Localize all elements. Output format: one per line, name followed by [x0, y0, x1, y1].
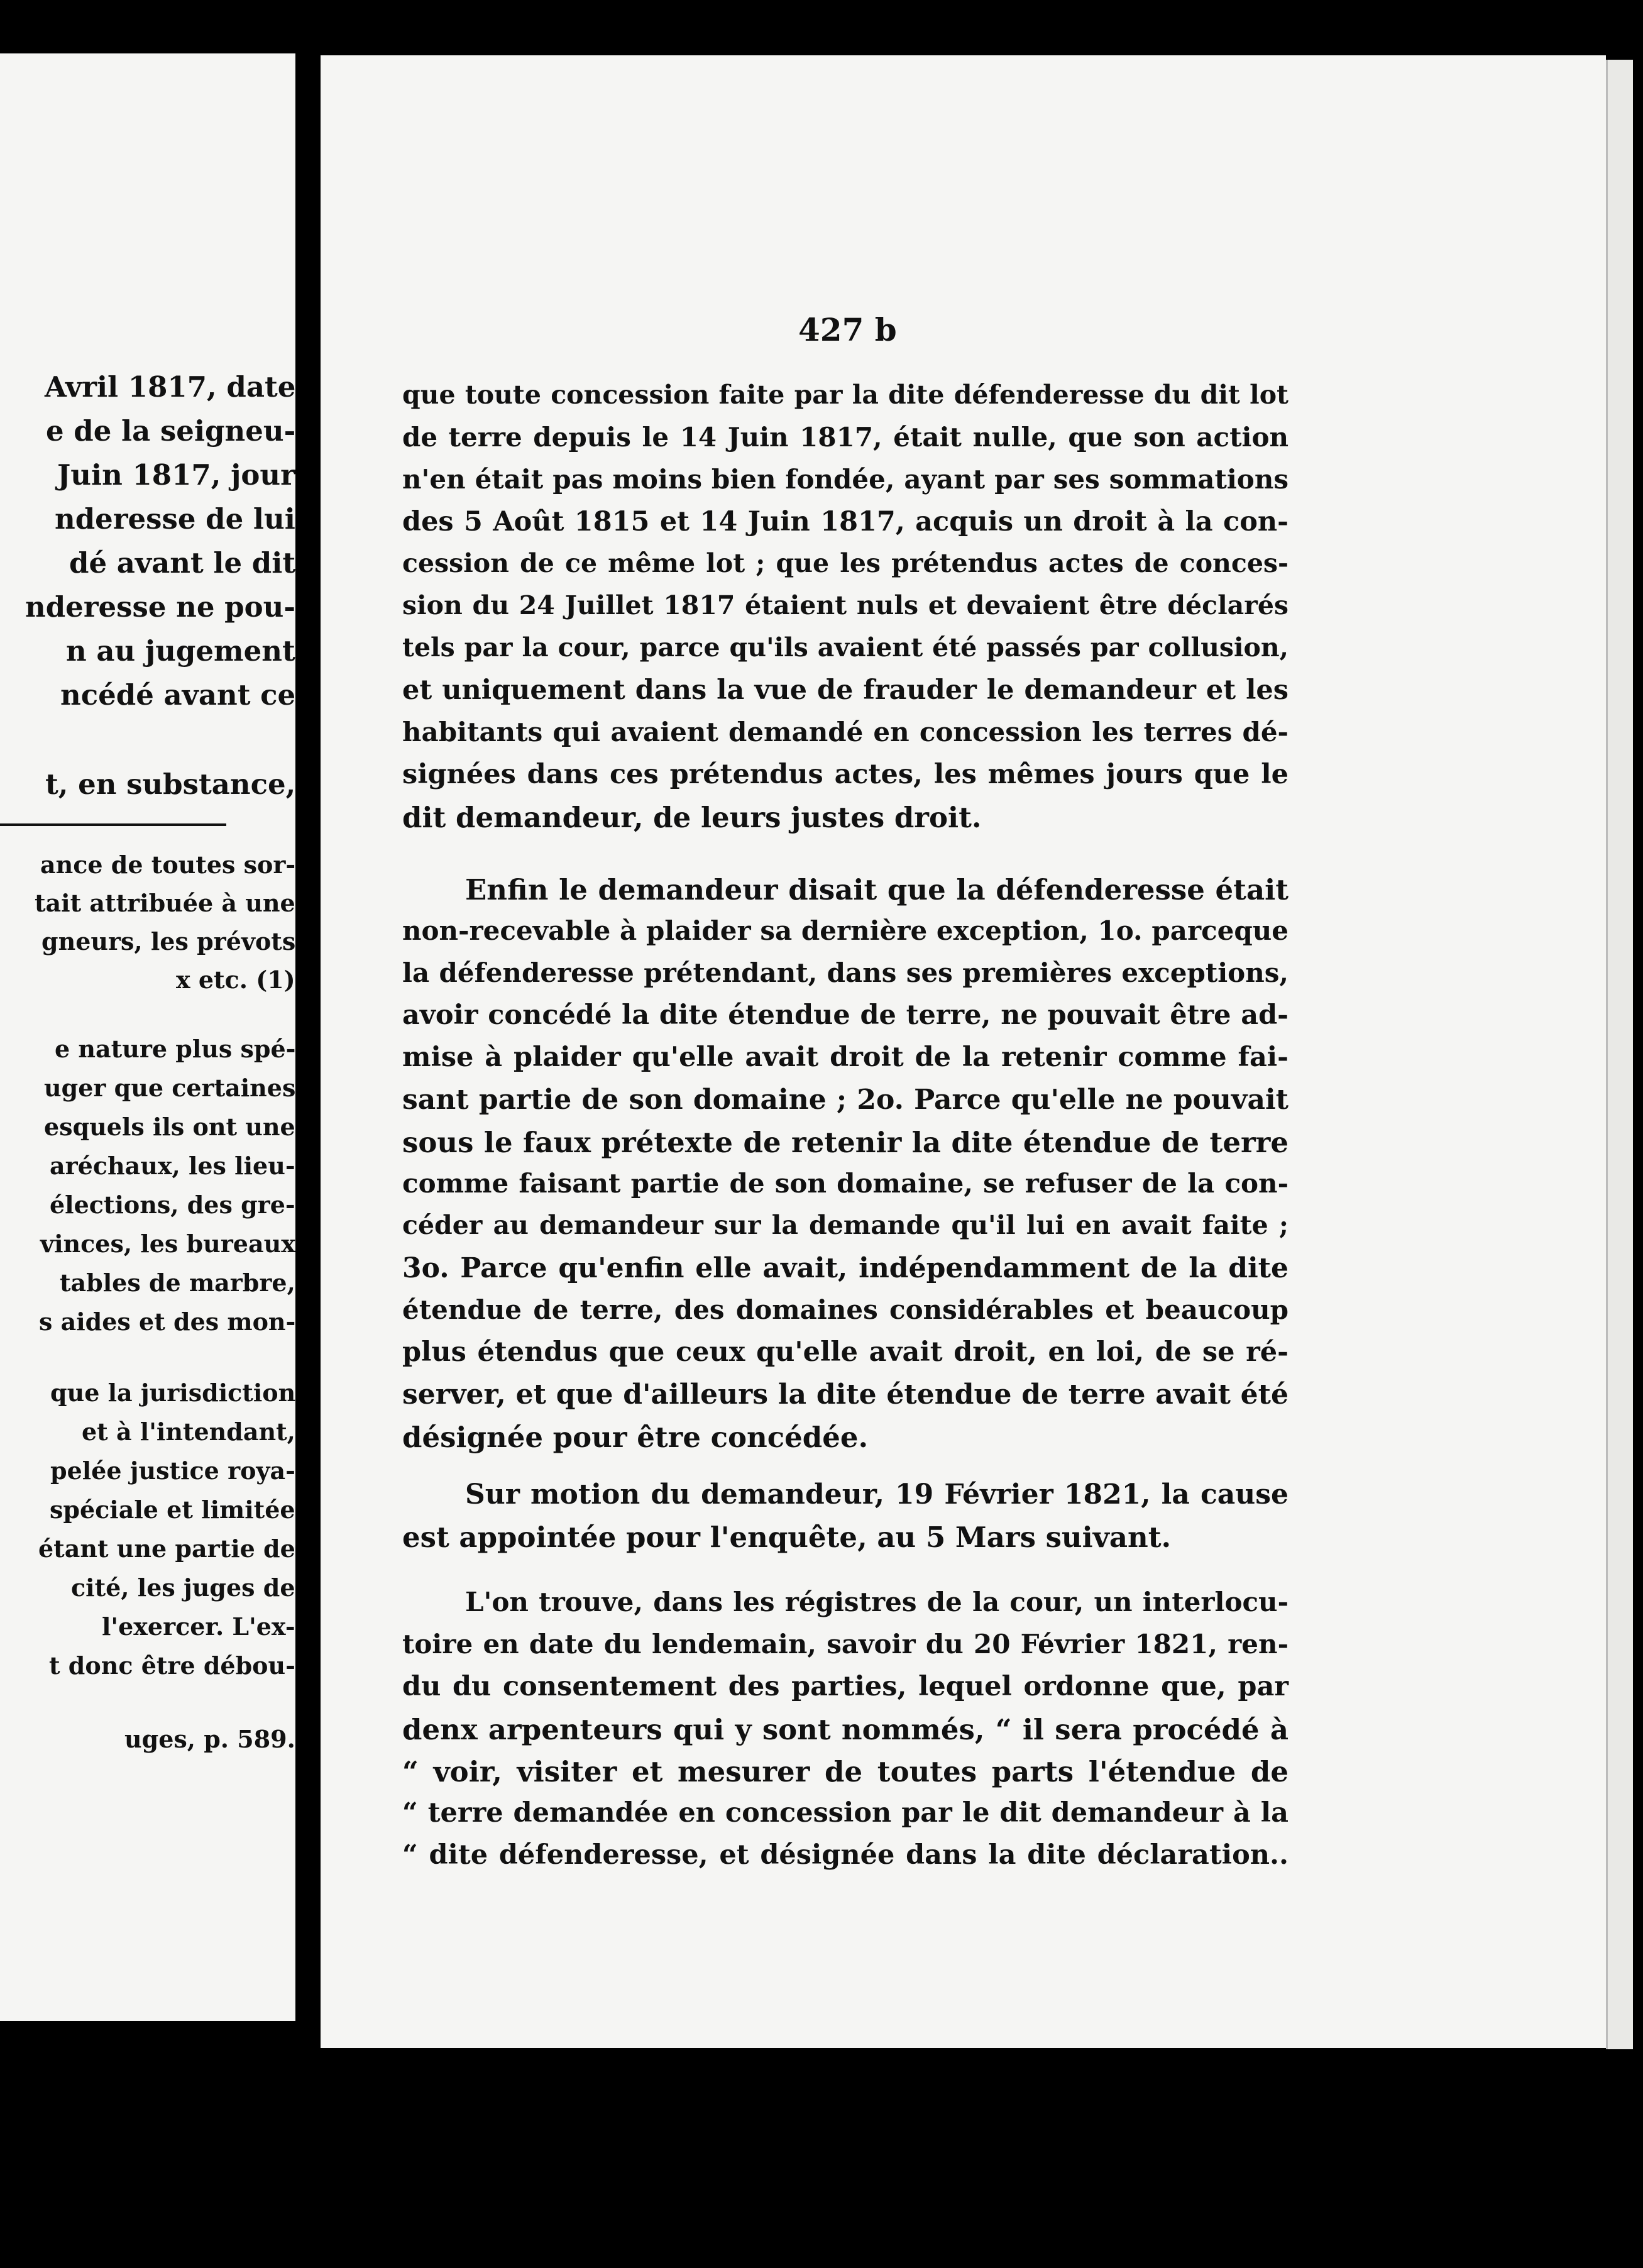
- text-line: n'en était pas moins bien fondée, ayant par ses sommations: [402, 464, 1289, 495]
- text-line: t, en substance,: [45, 768, 295, 801]
- text-line: n au jugement: [66, 634, 295, 668]
- text-line: sion du 24 Juillet 1817 étaient nuls et devaient être déclarés: [402, 590, 1289, 620]
- footnote-line: s aides et des mon-: [39, 1307, 295, 1336]
- text-line: denx arpenteurs qui y sont nommés, “ il sera procédé à: [402, 1713, 1289, 1746]
- page-edge: [1606, 60, 1633, 2049]
- text-line: dé avant le dit: [69, 546, 295, 580]
- text-line: céder au demandeur sur la demande qu'il lui en avait faite ;: [402, 1210, 1289, 1240]
- text-line: plus étendus que ceux qu'elle avait droit, en loi, de se ré-: [402, 1336, 1289, 1368]
- text-line: “ voir, visiter et mesurer de toutes parts l'étendue de: [402, 1755, 1289, 1788]
- footnote-line: t donc être débou-: [49, 1651, 295, 1680]
- text-line: la défenderesse prétendant, dans ses premières exceptions,: [402, 957, 1289, 988]
- footnote-line: que la jurisdiction: [50, 1379, 295, 1407]
- footnote-line: aréchaux, les lieu-: [50, 1152, 295, 1180]
- text-line: de terre depuis le 14 Juin 1817, était nulle, que son action: [402, 422, 1289, 453]
- text-line: tels par la cour, parce qu'ils avaient été passés par collusion,: [402, 632, 1289, 663]
- text-line: sant partie de son domaine ; 2o. Parce qu'elle ne pouvait: [402, 1084, 1289, 1116]
- text-line: étendue de terre, des domaines considérables et beaucoup: [402, 1294, 1289, 1325]
- footnote-line: e nature plus spé-: [55, 1035, 295, 1063]
- text-line: e de la seigneu-: [46, 414, 295, 448]
- text-line: du du consentement des parties, lequel ordonne que, par: [402, 1671, 1289, 1702]
- text-line: avoir concédé la dite étendue de terre, ne pouvait être ad-: [402, 999, 1289, 1031]
- right-page: [321, 55, 1606, 2048]
- text-line: est appointée pour l'enquête, au 5 Mars suivant.: [402, 1521, 1172, 1554]
- footnote-line: gneurs, les prévots: [41, 927, 295, 955]
- text-line: des 5 Août 1815 et 14 Juin 1817, acquis un droit à la con-: [402, 506, 1289, 537]
- text-line: L'on trouve, dans les régistres de la cour, un interlocu-: [465, 1587, 1289, 1617]
- text-line: signées dans ces prétendus actes, les mêmes jours que le: [402, 759, 1289, 790]
- footnote-line: vinces, les bureaux: [40, 1230, 295, 1258]
- text-line: mise à plaider qu'elle avait droit de la retenir comme fai-: [402, 1042, 1289, 1073]
- footnote-line: ance de toutes sor-: [40, 851, 295, 879]
- footnote-line: et à l'intendant,: [82, 1418, 295, 1446]
- text-line: Enfin le demandeur disait que la défenderesse était: [465, 873, 1289, 906]
- footnote-line: tables de marbre,: [60, 1269, 295, 1297]
- footnote-line: étant une partie de: [38, 1534, 295, 1563]
- text-line: nderesse ne pou-: [25, 590, 295, 624]
- text-line: habitants qui avaient demandé en concession les terres dé-: [402, 717, 1289, 747]
- footnote-line: x etc. (1): [176, 966, 295, 994]
- text-line: “ terre demandée en concession par le dit demandeur à la: [402, 1797, 1289, 1829]
- text-line: dit demandeur, de leurs justes droit.: [402, 801, 982, 834]
- footnote-line: élections, des gre-: [50, 1191, 295, 1219]
- text-line: ncédé avant ce: [60, 678, 295, 712]
- left-page: [0, 53, 295, 2021]
- footnote-line: esquels ils ont une: [44, 1113, 295, 1141]
- text-line: 3o. Parce qu'enfin elle avait, indépendamment de la dite: [402, 1252, 1289, 1284]
- text-line: server, et que d'ailleurs la dite étendue de terre avait été: [402, 1379, 1289, 1411]
- text-line: comme faisant partie de son domaine, se refuser de la con-: [402, 1168, 1289, 1199]
- citation-line: uges, p. 589.: [124, 1725, 295, 1753]
- footnote-rule: [0, 823, 226, 826]
- footnote-line: pelée justice roya-: [50, 1456, 295, 1485]
- text-line: sous le faux prétexte de retenir la dite étendue de terre: [402, 1126, 1289, 1159]
- footnote-line: uger que certaines: [44, 1074, 295, 1102]
- text-line: “ dite défenderesse, et désignée dans la dite déclaration..: [402, 1839, 1289, 1871]
- text-line: non-recevable à plaider sa dernière exception, 1o. parceque: [402, 915, 1289, 946]
- text-line: que toute concession faite par la dite défenderesse du dit lot: [402, 380, 1289, 410]
- footnote-line: tait attribuée à une: [35, 889, 295, 917]
- footnote-line: spéciale et limitée: [50, 1495, 295, 1524]
- text-line: Avril 1817, date: [45, 370, 295, 404]
- text-line: cession de ce même lot ; que les prétendus actes de conces-: [402, 548, 1289, 578]
- text-line: Sur motion du demandeur, 19 Février 1821, la cause: [465, 1478, 1289, 1511]
- footnote-line: l'exercer. L'ex-: [102, 1612, 295, 1641]
- text-line: désignée pour être concédée.: [402, 1421, 869, 1454]
- text-line: et uniquement dans la vue de frauder le demandeur et les: [402, 674, 1289, 706]
- text-line: Juin 1817, jour: [57, 458, 295, 492]
- footnote-line: cité, les juges de: [71, 1573, 295, 1602]
- page-number: 427 b: [798, 311, 897, 348]
- text-line: toire en date du lendemain, savoir du 20 Février 1821, ren-: [402, 1629, 1289, 1660]
- text-line: nderesse de lui: [55, 502, 295, 536]
